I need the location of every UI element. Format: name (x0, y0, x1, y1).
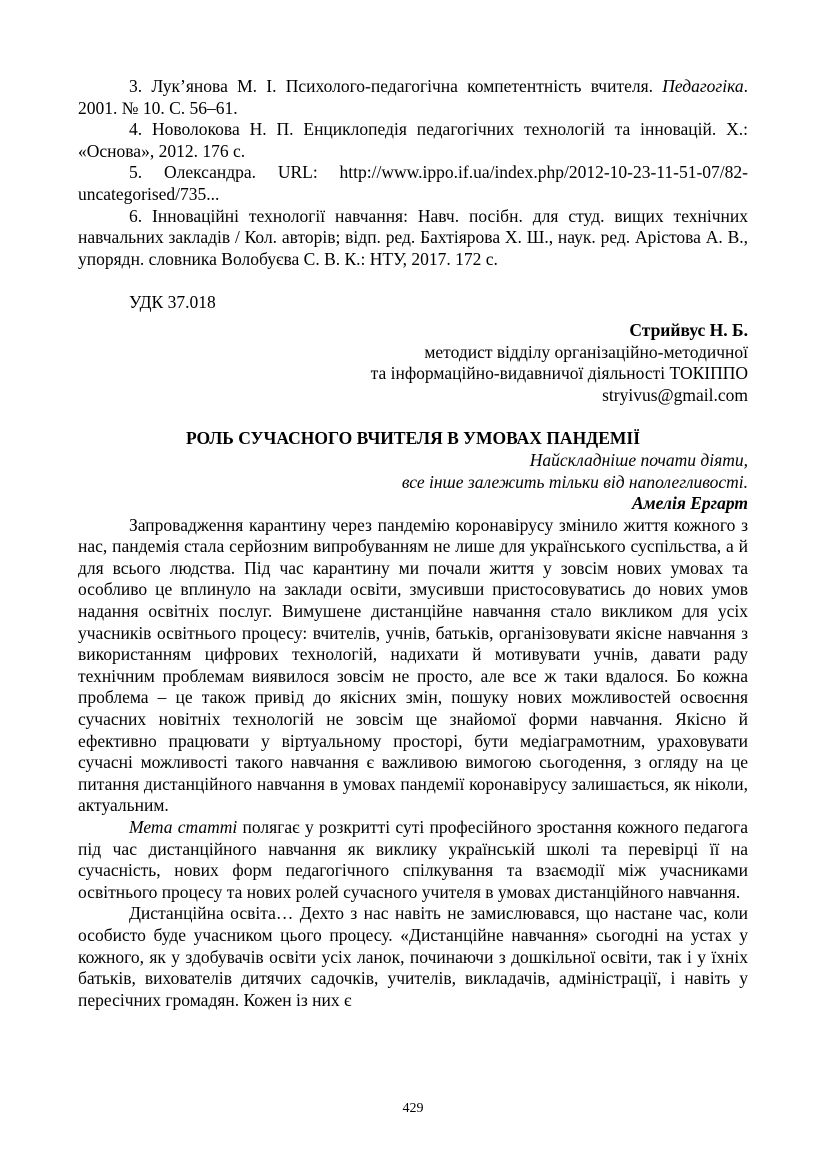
body-paragraph: Мета статті полягає у розкритті суті професійного зростання кожного педагога під час дистанційного навчання як виклику українській школі та перевірці її на сучасність, нових форм педагогічного спілкування та взаємодії між учасниками освітнього процесу та нових ролей сучасного учителя в умовах дистанційного навчання. (78, 817, 749, 902)
epigraph-author: Амелія Ергарт (632, 493, 748, 514)
reference-item: 5. Олександра. URL: http://www.ippo.if.ua/index.php/2012-10-23-11-51-07/82-uncategorised/735... (78, 162, 748, 204)
author-email: stryivus@gmail.com (602, 384, 748, 405)
article-title: РОЛЬ СУЧАСНОГО ВЧИТЕЛЯ В УМОВАХ ПАНДЕМІЇ (185, 428, 641, 449)
epigraph-line2: все інше залежить тільки від наполегливості. (401, 471, 748, 492)
body-paragraph: Запровадження карантину через пандемію коронавірусу змінило життя кожного з нас, пандемія стала серйозним випробуванням не лише для українського суспільства, а й для всього людства. Під час карантину ми почали життя у зовсім нових умовах та особливо це вплинуло на заклади освіти, змусивши пристосовуватись до нових умов надання освітніх послуг. Вимушене дистанційне навчання стало викликом для усіх учасників освітнього процесу: вчителів, учнів, батьків, організовувати якісне навчання з використанням цифрових технологій, надихати й мотивувати учнів, давати раду технічним проблемам виявилося зовсім не просто, але все ж таки вдалося. Бо кожна проблема – це також привід до якісних змін, пошуку нових можливостей освоєння сучасних новітніх технологій не зовсім ще знайомої форми навчання. Якісно й ефективно працювати у віртуальному просторі, бути медіаграмотним, ураховувати сучасні можливості такого навчання є важливою вимогою сьогодення, з огляду на це питання дистанційного навчання в умовах пандемії коронавірусу залишається, як ніколи, актуальним. (78, 514, 748, 816)
epigraph-line1: Найскладніше почати діяти, (529, 449, 748, 470)
page-number: 429 (402, 1101, 424, 1116)
udk-code: УДК 37.018 (129, 292, 216, 313)
document-page (78, 76, 748, 1011)
author-name: Стрийвус Н. Б. (629, 319, 748, 340)
paragraph-lead: Мета статті (129, 817, 238, 837)
author-position-line2: та інформаційно-видавничої діяльності ТОКІППО (370, 363, 748, 384)
body-paragraph: Дистанційна освіта… Дехто з нас навіть не замислювався, що настане час, коли особисто буде учасником цього процесу. «Дистанційне навчання» сьогодні на устах у кожного, як у здобувачів освіти усіх ланок, починаючи з дошкільної освіти, так і у їхніх батьків, вихователів дитячих садочків, учителів, викладачів, адміністрації, і навіть у пересічних громадян. Кожен із них є (78, 903, 748, 1010)
author-position-line1: методист відділу організаційно-методичної (424, 341, 748, 362)
reference-item: 6. Інноваційні технології навчання: Навч. посібн. для студ. вищих технічних навчальних закладів / Кол. авторів; відп. ред. Бахтіярова Х. Ш., наук. ред. Арістова А. В., упорядн. словника Волобуєва С. В. К.: НТУ, 2017. 172 с. (78, 205, 748, 269)
reference-item: 4. Новолокова Н. П. Енциклопедія педагогічних технологій та інновацій. Х.: «Основа», 2012. 176 с. (78, 119, 748, 161)
reference-item: 3. Лук’янова М. І. Психолого-педагогічна компетентність вчителя. Педагогіка. 2001. № 10. С. 56–61. (78, 76, 748, 118)
